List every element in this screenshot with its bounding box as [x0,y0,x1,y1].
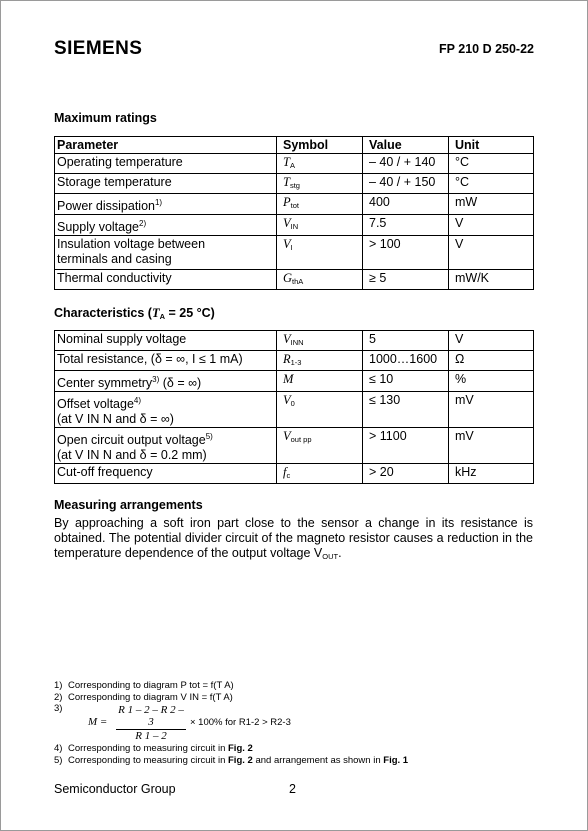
symbol-cell: $R_{1-3}$ [277,351,363,371]
footnote-5: 5) Corresponding to measuring circuit in Fig. 2 and arrangement as shown in Fig. 1 [54,754,409,766]
part-number: FP 210 D 250-22 [439,42,534,56]
symbol-cell: $V_{INN}$ [277,331,363,351]
value-cell: – 40 / + 150 [363,174,449,194]
symbol-cell: M [277,371,363,392]
footnote-1: 1) Corresponding to diagram P tot = f(T A) [54,680,234,691]
value-cell: ≥ 5 [363,270,449,290]
table-row [55,236,534,270]
value-cell: > 20 [363,464,449,484]
unit-cell: mV [449,392,534,428]
table-row [55,464,534,484]
page-header [54,38,534,60]
table-header-row [55,137,534,154]
value-cell: – 40 / + 140 [363,154,449,174]
table-row [55,174,534,194]
symbol-cell: $T_A$ [277,154,363,174]
param-cell: Insulation voltage between terminals and casing [55,236,277,270]
symbol-cell: $V_{out pp}$ [277,428,363,464]
param-cell: Total resistance, (δ = ∞, I ≤ 1 mA) [55,351,277,371]
param-cell: Nominal supply voltage [55,331,277,351]
unit-cell: mW/K [449,270,534,290]
table-row [55,371,534,392]
value-cell: 1000…1600 [363,351,449,371]
unit-cell: mW [449,194,534,215]
value-cell: ≤ 130 [363,392,449,428]
brand-logo: SIEMENS [54,38,143,59]
table-row [55,331,534,351]
unit-cell: Ω [449,351,534,371]
symbol-cell: $P_{tot}$ [277,194,363,215]
value-cell: > 1100 [363,428,449,464]
unit-cell: °C [449,174,534,194]
table-row [55,270,534,290]
symbol-cell: $V_0$ [277,392,363,428]
symbol-cell: $V_I$ [277,236,363,270]
value-cell: ≤ 10 [363,371,449,392]
unit-cell: kHz [449,464,534,484]
footnotes [54,680,533,766]
characteristics-table [54,330,534,484]
value-cell: 7.5 [363,215,449,236]
table-row [55,194,534,215]
param-cell: Open circuit output voltage$^{5)}$ (at V IN N and δ = 0.2 mm) [55,428,277,464]
param-cell: Cut-off frequency [55,464,277,484]
measuring-paragraph: By approaching a soft iron part close to the sensor a change in its resistance is obtained. The potential divider circuit of the magneto resistor causes a reduction in the temperature dependence of the output voltage $V_{OUT}$. [54,516,533,561]
unit-cell: V [449,236,534,270]
footer-company: Semiconductor Group [54,782,176,796]
param-cell: Storage temperature [55,174,277,194]
symbol-cell: $V_{IN}$ [277,215,363,236]
measuring-title: Measuring arrangements [54,498,203,512]
param-cell: Center symmetry$^{3)}$ (δ = ∞) [55,371,277,392]
footnote-3-formula: 3) M = $\frac{R 1 - 2 - R 2 - 3}{R 1 - 2}$ × 100% for R1-2 > R2-3 [54,703,291,742]
unit-cell: °C [449,154,534,174]
value-cell: > 100 [363,236,449,270]
table-row [55,215,534,236]
table-row [55,351,534,371]
value-cell: 400 [363,194,449,215]
page-number: 2 [289,782,296,796]
column-header: Parameter [55,137,277,154]
symbol-cell: $f_c$ [277,464,363,484]
param-cell: Supply voltage$^{2)}$ [55,215,277,236]
symbol-cell: $T_{stg}$ [277,174,363,194]
footnote-4: 4) Corresponding to measuring circuit in Fig. 2 [54,743,253,754]
footnote-2: 2) Corresponding to diagram V IN = f(T A) [54,691,233,703]
value-cell: 5 [363,331,449,351]
max-ratings-table [54,136,534,290]
param-cell: Thermal conductivity [55,270,277,290]
param-cell: Operating temperature [55,154,277,174]
characteristics-title: Characteristics ($T_A = 25$ °C) [54,306,215,321]
column-header: Symbol [277,137,363,154]
column-header: Unit [449,137,534,154]
table-row [55,428,534,464]
unit-cell: mV [449,428,534,464]
unit-cell: % [449,371,534,392]
unit-cell: V [449,331,534,351]
param-cell: Offset voltage$^{4)}$ (at V IN N and δ = ∞) [55,392,277,428]
symbol-cell: $G_{thA}$ [277,270,363,290]
table-row [55,392,534,428]
column-header: Value [363,137,449,154]
max-ratings-title: Maximum ratings [54,111,157,125]
unit-cell: V [449,215,534,236]
table-row [55,154,534,174]
param-cell: Power dissipation$^{1)}$ [55,194,277,215]
